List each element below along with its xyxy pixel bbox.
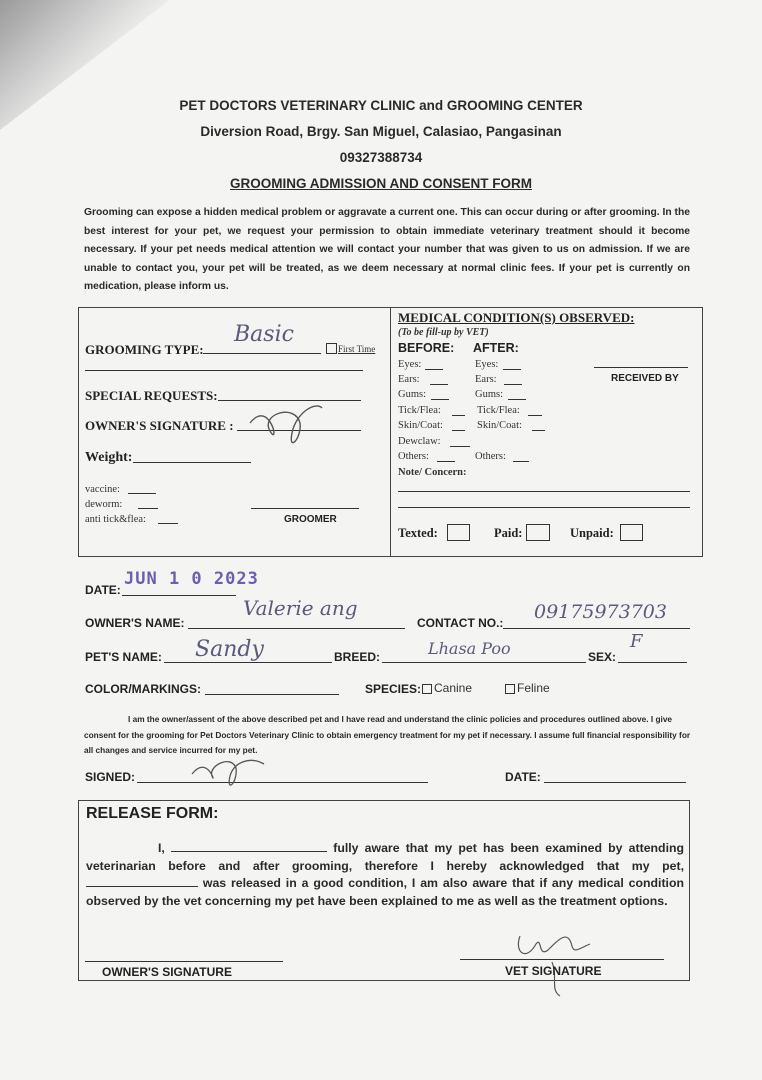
before-skin-coat-line[interactable] <box>452 430 465 431</box>
after-eyes: Eyes: <box>475 359 499 370</box>
before-dewclaw: Dewclaw: <box>398 436 441 447</box>
breed-value[interactable]: Lhasa Poo <box>428 639 511 658</box>
clinic-name: PET DOCTORS VETERINARY CLINIC and GROOMING CENTER <box>179 98 583 113</box>
owner-signature-scribble <box>240 393 330 458</box>
deworm-label: deworm: <box>85 499 123 510</box>
after-gums-line[interactable] <box>508 399 526 400</box>
pet-name-label: PET'S NAME: <box>85 650 162 664</box>
vaccine-label: vaccine: <box>85 484 120 495</box>
special-requests-label: SPECIAL REQUESTS: <box>85 388 218 403</box>
before-others: Others: <box>398 451 429 462</box>
sex-value[interactable]: F <box>630 631 643 652</box>
groomer-label: GROOMER <box>284 514 337 525</box>
after-ears-line[interactable] <box>504 384 522 385</box>
signed-scribble <box>186 746 268 798</box>
before-others-line[interactable] <box>437 461 455 462</box>
after-skin-coat-line[interactable] <box>532 430 545 431</box>
weight-line[interactable] <box>133 462 251 463</box>
owner-name-line[interactable] <box>188 628 405 629</box>
after-tick-flea: Tick/Flea: <box>477 405 520 416</box>
vet-fill-note: (To be fill-up by VET) <box>398 327 489 338</box>
breed-line[interactable] <box>382 662 586 663</box>
before-tick-flea-line[interactable] <box>452 415 465 416</box>
texted-checkbox[interactable] <box>447 524 470 541</box>
after-eyes-line[interactable] <box>503 369 521 370</box>
contact-value[interactable]: 09175973703 <box>534 601 667 623</box>
clinic-phone: 09327388734 <box>339 150 423 165</box>
before-eyes-line[interactable] <box>425 369 443 370</box>
sex-label: SEX: <box>588 650 617 664</box>
date-label: DATE: <box>85 583 121 597</box>
release-owner-signature-line[interactable] <box>85 961 283 962</box>
feline-label: Feline <box>517 681 550 695</box>
consent-paragraph <box>84 712 692 759</box>
vaccine-line[interactable] <box>128 493 156 494</box>
after-others-line[interactable] <box>513 461 529 462</box>
release-paragraph <box>86 840 684 910</box>
before-dewclaw-line[interactable] <box>450 446 470 447</box>
canine-label: Canine <box>434 681 473 695</box>
clinic-address: Diversion Road, Brgy. San Miguel, Calasiao, Pangasinan <box>200 124 562 139</box>
intro-paragraph: Grooming can expose a hidden medical problem or aggravate a current one. This can occur during or after grooming. In the best interest for your pet, we request your permission to obtain immediate veterinary treatment should it become necessary. If your pet needs medical attention we will contact your number that was given to us on admission. If we are unable to contact you, your pet will be treated, as we deem necessary at normal clinic fees. If your pet is currently on medication, please inform us. <box>84 207 690 293</box>
form-title: GROOMING ADMISSION AND CONSENT FORM <box>230 176 532 191</box>
before-ears: Ears: <box>398 374 420 385</box>
first-time-label: First Time <box>338 344 376 354</box>
signed-date-line[interactable] <box>544 782 686 783</box>
after-ears: Ears: <box>475 374 497 385</box>
after-tick-flea-line[interactable] <box>528 415 542 416</box>
panel-divider <box>390 307 391 557</box>
vet-signature-scribble <box>508 922 598 1000</box>
grooming-type-line-2 <box>85 370 363 371</box>
owner-name-value[interactable]: Valerie ang <box>243 596 358 620</box>
release-owner-name-blank[interactable] <box>171 840 327 852</box>
medical-condition-title: MEDICAL CONDITION(S) OBSERVED: <box>398 310 635 325</box>
vet-signature-label: VET SIGNATURE <box>505 964 602 978</box>
pet-name-line[interactable] <box>164 662 332 663</box>
before-gums-line[interactable] <box>431 399 449 400</box>
release-pet-name-blank[interactable] <box>86 875 198 887</box>
before-eyes: Eyes: <box>398 359 422 370</box>
note-line-2[interactable] <box>398 507 690 508</box>
before-tick-flea: Tick/Flea: <box>398 405 441 416</box>
after-others: Others: <box>475 451 506 462</box>
species-label: SPECIES: <box>365 682 422 696</box>
color-markings-label: COLOR/MARKINGS: <box>85 682 201 696</box>
note-concern-label: Note/ Concern: <box>398 467 467 478</box>
after-gums: Gums: <box>475 389 504 400</box>
canine-checkbox[interactable] <box>422 684 432 694</box>
unpaid-checkbox[interactable] <box>620 524 643 541</box>
signed-date-label: DATE: <box>505 770 541 784</box>
consent-text: I am the owner/assent of the above described pet and I have read and understand the clinic policies and procedures outlined above. I give consent for the grooming for Pet Doctors Veterinary Clinic to obtain emergency treatment for my pet if necessary. I assume full financial responsibility for all changes and service incurred for my pet. <box>84 714 691 755</box>
date-stamp: JUN 1 0 2023 <box>124 569 259 589</box>
paid-checkbox[interactable] <box>526 524 550 541</box>
paid-label: Paid: <box>494 526 523 540</box>
release-i-label: I, <box>158 841 165 855</box>
release-text-2: was released in a good condition, I am also aware that if any medical condition observed by the vet concerning my pet have been explained to me as well as the treatment options. <box>86 876 684 908</box>
received-by-label: RECEIVED BY <box>611 373 679 384</box>
owner-signature-label: OWNER'S SIGNATURE : <box>85 418 234 433</box>
before-label: BEFORE: <box>398 341 455 355</box>
grooming-type-label: GROOMING TYPE: <box>85 342 204 357</box>
before-gums: Gums: <box>398 389 427 400</box>
breed-label: BREED: <box>334 650 381 664</box>
groomer-line[interactable] <box>251 508 359 509</box>
release-form-title: RELEASE FORM: <box>86 805 219 822</box>
pet-name-value[interactable]: Sandy <box>195 637 264 662</box>
weight-label: Weight: <box>85 450 133 465</box>
after-skin-coat: Skin/Coat: <box>477 420 522 431</box>
anti-tick-line[interactable] <box>158 523 178 524</box>
signed-label: SIGNED: <box>85 770 136 784</box>
before-skin-coat: Skin/Coat: <box>398 420 443 431</box>
received-by-line[interactable] <box>594 367 688 368</box>
first-time-checkbox[interactable] <box>326 343 337 354</box>
anti-tick-label: anti tick&flea: <box>85 514 146 525</box>
unpaid-label: Unpaid: <box>570 526 614 540</box>
color-markings-line[interactable] <box>205 694 339 695</box>
before-ears-line[interactable] <box>430 384 448 385</box>
contact-label: CONTACT NO.: <box>417 616 504 630</box>
deworm-line[interactable] <box>138 508 158 509</box>
grooming-type-line <box>203 353 321 354</box>
grooming-type-value[interactable]: Basic <box>234 322 294 347</box>
signed-line[interactable] <box>137 782 428 783</box>
feline-checkbox[interactable] <box>505 684 515 694</box>
date-line[interactable] <box>122 595 236 596</box>
texted-label: Texted: <box>398 526 438 540</box>
note-line-1[interactable] <box>398 491 690 492</box>
after-label: AFTER: <box>473 341 519 355</box>
contact-line[interactable] <box>503 628 690 629</box>
sex-line[interactable] <box>618 662 687 663</box>
release-owner-signature-label: OWNER'S SIGNATURE <box>102 965 232 979</box>
release-text-1: fully aware that my pet has been examined by attending veterinarian before and after grooming, therefore I hereby acknowledged that my pet, <box>86 841 685 873</box>
owner-name-label: OWNER'S NAME: <box>85 616 185 630</box>
